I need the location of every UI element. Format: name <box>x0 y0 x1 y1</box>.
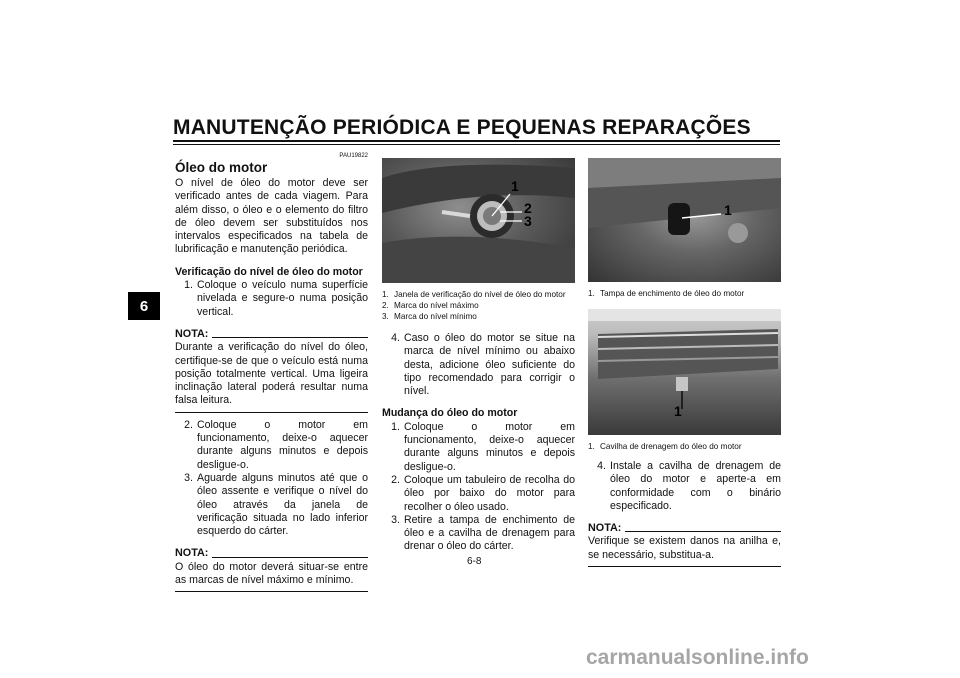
caption-item <box>382 300 575 311</box>
oil-level-window-photo <box>382 158 575 283</box>
note-label: NOTA: <box>588 522 622 535</box>
step-text: Caso o óleo do motor se situe na marca de nível mínimo ou abaixo desta, adicione óleo suficiente do tipo recomendado para corrigir o nível. <box>404 332 575 398</box>
watermark[interactable]: carmanualsonline.info <box>586 646 809 669</box>
note-block <box>588 522 781 567</box>
note-text: Durante a verificação do nível do óleo, certifique-se de que o veículo está numa posição totalmente vertical. Uma ligeira inclinação lateral poderá resultar numa falsa leitura. <box>175 341 368 407</box>
step-number: 3. <box>184 471 193 484</box>
page-number: 6-8 <box>467 556 482 567</box>
engine-photo-graphic <box>588 309 781 435</box>
engine-photo-graphic <box>382 158 575 283</box>
change-heading: Mudança do óleo do motor <box>382 407 518 420</box>
check-steps-a <box>175 279 368 319</box>
caption-item <box>382 311 575 322</box>
note-block <box>175 547 368 592</box>
note-label: NOTA: <box>175 327 209 340</box>
note-end-rule <box>588 566 781 567</box>
header-rule <box>173 140 780 142</box>
step-text: Aguarde alguns minutos até que o óleo assente e verifique o nível do óleo através da janela de verificação situada no lado inferior esquerdo do cárter. <box>197 471 368 538</box>
engine-photo-graphic <box>588 158 781 282</box>
note-header <box>588 522 781 535</box>
note-text: O óleo do motor deverá situar-se entre as marcas de nível máximo e mínimo. <box>175 560 368 587</box>
callout-2: 2 <box>524 200 532 216</box>
step-number: 1. <box>184 279 193 292</box>
change-steps <box>382 421 575 554</box>
middle-column <box>382 158 575 554</box>
list-item <box>588 460 781 513</box>
note-text: Verifique se existem danos na anilha e, se necessário, substitua-a. <box>588 535 781 561</box>
install-step <box>588 460 781 513</box>
refill-step <box>382 332 575 398</box>
step-text: Instale a cavilha de drenagem de óleo do motor e aperte-a em conformidade com o binário especificado. <box>610 460 781 512</box>
check-heading: Verificação do nível de óleo do motor <box>175 265 363 278</box>
note-block <box>175 328 368 413</box>
list-item <box>175 472 368 538</box>
photo-captions <box>588 288 781 299</box>
step-text: Coloque o motor em funcionamento, deixe-o aquecer durante alguns minutos e depois desligue-o. <box>197 418 368 471</box>
step-text: Retire a tampa de enchimento de óleo e a cavilha de drenagem para drenar o óleo do cárter. <box>404 513 575 553</box>
caption-text: Tampa de enchimento de óleo do motor <box>600 289 745 298</box>
caption-text: Cavilha de drenagem do óleo do motor <box>600 442 742 451</box>
list-item <box>382 474 575 514</box>
section-title: Óleo do motor <box>175 160 268 175</box>
step-number: 3. <box>391 513 400 526</box>
caption-number: 1. <box>382 290 389 299</box>
callout-1: 1 <box>674 403 682 419</box>
list-item <box>175 419 368 472</box>
note-end-rule <box>175 591 368 592</box>
check-steps-b <box>175 419 368 539</box>
note-rule <box>212 557 368 558</box>
caption-number: 3. <box>382 312 389 321</box>
list-item <box>382 514 575 554</box>
caption-number: 1. <box>588 442 595 451</box>
callout-1: 1 <box>724 202 732 218</box>
caption-number: 2. <box>382 301 389 310</box>
step-text: Coloque um tabuleiro de recolha do óleo por baixo do motor para recolher o óleo usado. <box>404 473 575 513</box>
page-title: MANUTENÇÃO PERIÓDICA E PEQUENAS REPARAÇÕES <box>173 116 751 139</box>
note-end-rule <box>175 412 368 413</box>
header-rule-thin <box>173 144 780 145</box>
note-rule <box>212 337 368 338</box>
caption-item <box>382 289 575 300</box>
photo-captions <box>382 289 575 322</box>
caption-text: Marca do nível mínimo <box>394 312 477 321</box>
step-number: 4. <box>391 332 400 344</box>
caption-item <box>588 288 781 299</box>
photo-captions <box>588 441 781 452</box>
list-item <box>175 279 368 319</box>
step-text: Coloque o motor em funcionamento, deixe-o aquecer durante alguns minutos e depois desligue-o. <box>404 420 575 473</box>
list-item <box>382 332 575 398</box>
note-header <box>175 547 368 560</box>
caption-item <box>588 441 781 452</box>
note-header <box>175 328 368 341</box>
step-number: 4. <box>597 460 606 472</box>
oil-filler-cap-photo <box>588 158 781 282</box>
intro-paragraph: O nível de óleo do motor deve ser verificado antes de cada viagem. Para além disso, o óleo e o elemento do filtro de óleo devem ser substituídos nos intervalos especificados na tabela de lubrificação e manutenção periódica. <box>175 177 368 256</box>
doc-code: PAU19822 <box>339 153 368 159</box>
step-text: Coloque o veículo numa superfície nivelada e segure-o numa posição vertical. <box>197 279 368 318</box>
right-column <box>588 158 781 567</box>
note-label: NOTA: <box>175 547 209 560</box>
callout-3: 3 <box>524 213 532 229</box>
step-number: 2. <box>184 418 193 431</box>
drain-bolt-photo <box>588 309 781 435</box>
chapter-tab: 6 <box>128 292 160 320</box>
caption-number: 1. <box>588 289 595 298</box>
caption-text: Janela de verificação do nível de óleo do motor <box>394 290 566 299</box>
callout-1: 1 <box>511 178 519 194</box>
step-number: 2. <box>391 473 400 486</box>
left-column <box>175 150 368 592</box>
step-number: 1. <box>391 420 400 433</box>
note-rule <box>625 531 781 532</box>
list-item <box>382 421 575 474</box>
caption-text: Marca do nível máximo <box>394 301 479 310</box>
